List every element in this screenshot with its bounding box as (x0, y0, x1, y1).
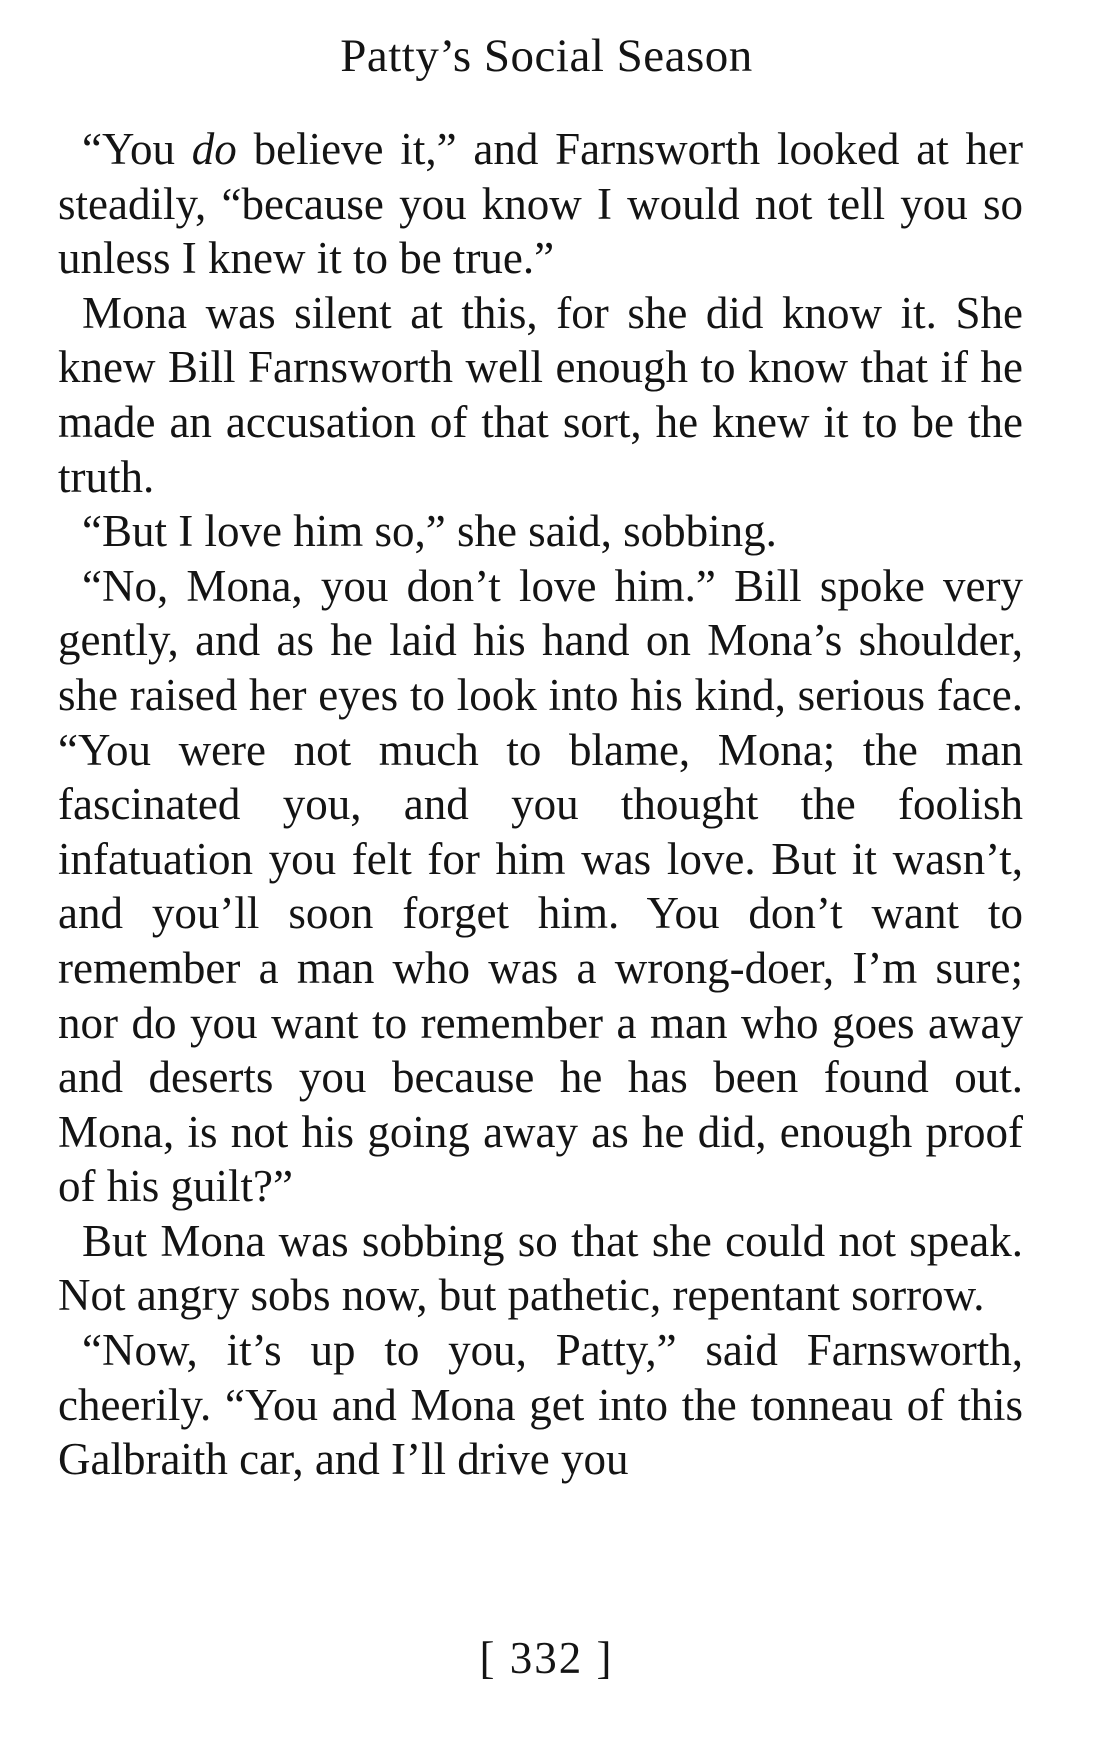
paragraph-4: “No, Mona, you don’t love him.” Bill spoke very gently, and as he laid his hand on Mona’s shoulder, she raised her eyes to look into his kind, serious face. “You were not much to blame, Mona; the man fascinated you, and you thought the foolish infatuation you felt for him was love. But it wasn’t, and you’ll soon forget him. You don’t want to remember a man who was a wrong-doer, I’m sure; nor do you want to remember a man who goes away and deserts you because he has been found out. Mona, is not his going away as he did, enough proof of his guilt?” (58, 560, 1023, 1212)
paragraph-6: “Now, it’s up to you, Patty,” said Farnsworth, cheerily. “You and Mona get into the tonneau of this Galbraith car, and I’ll drive you (58, 1325, 1023, 1485)
paragraph-2: Mona was silent at this, for she did know it. She knew Bill Farnsworth well enough to know that if he made an accusation of that sort, he knew it to be the truth. (58, 287, 1023, 502)
running-title: Patty’s Social Season (340, 30, 753, 82)
paragraph-5: But Mona was sobbing so that she could not speak. Not angry sobs now, but pathetic, repentant sorrow. (58, 1215, 1023, 1321)
page-number: [ 332 ] (479, 1633, 614, 1683)
body-text (58, 122, 1023, 1487)
paragraph-1 (58, 122, 1023, 286)
paragraph-1-text-b: believe it,” and Farnsworth looked at her steadily, “because you know I would not tell you so unless I knew it to be true.” (58, 124, 1023, 284)
paragraph-1-text-a: “You (82, 124, 192, 174)
paragraph-1-emphasis: do (191, 124, 237, 174)
paragraph-3: “But I love him so,” she said, sobbing. (82, 506, 777, 557)
